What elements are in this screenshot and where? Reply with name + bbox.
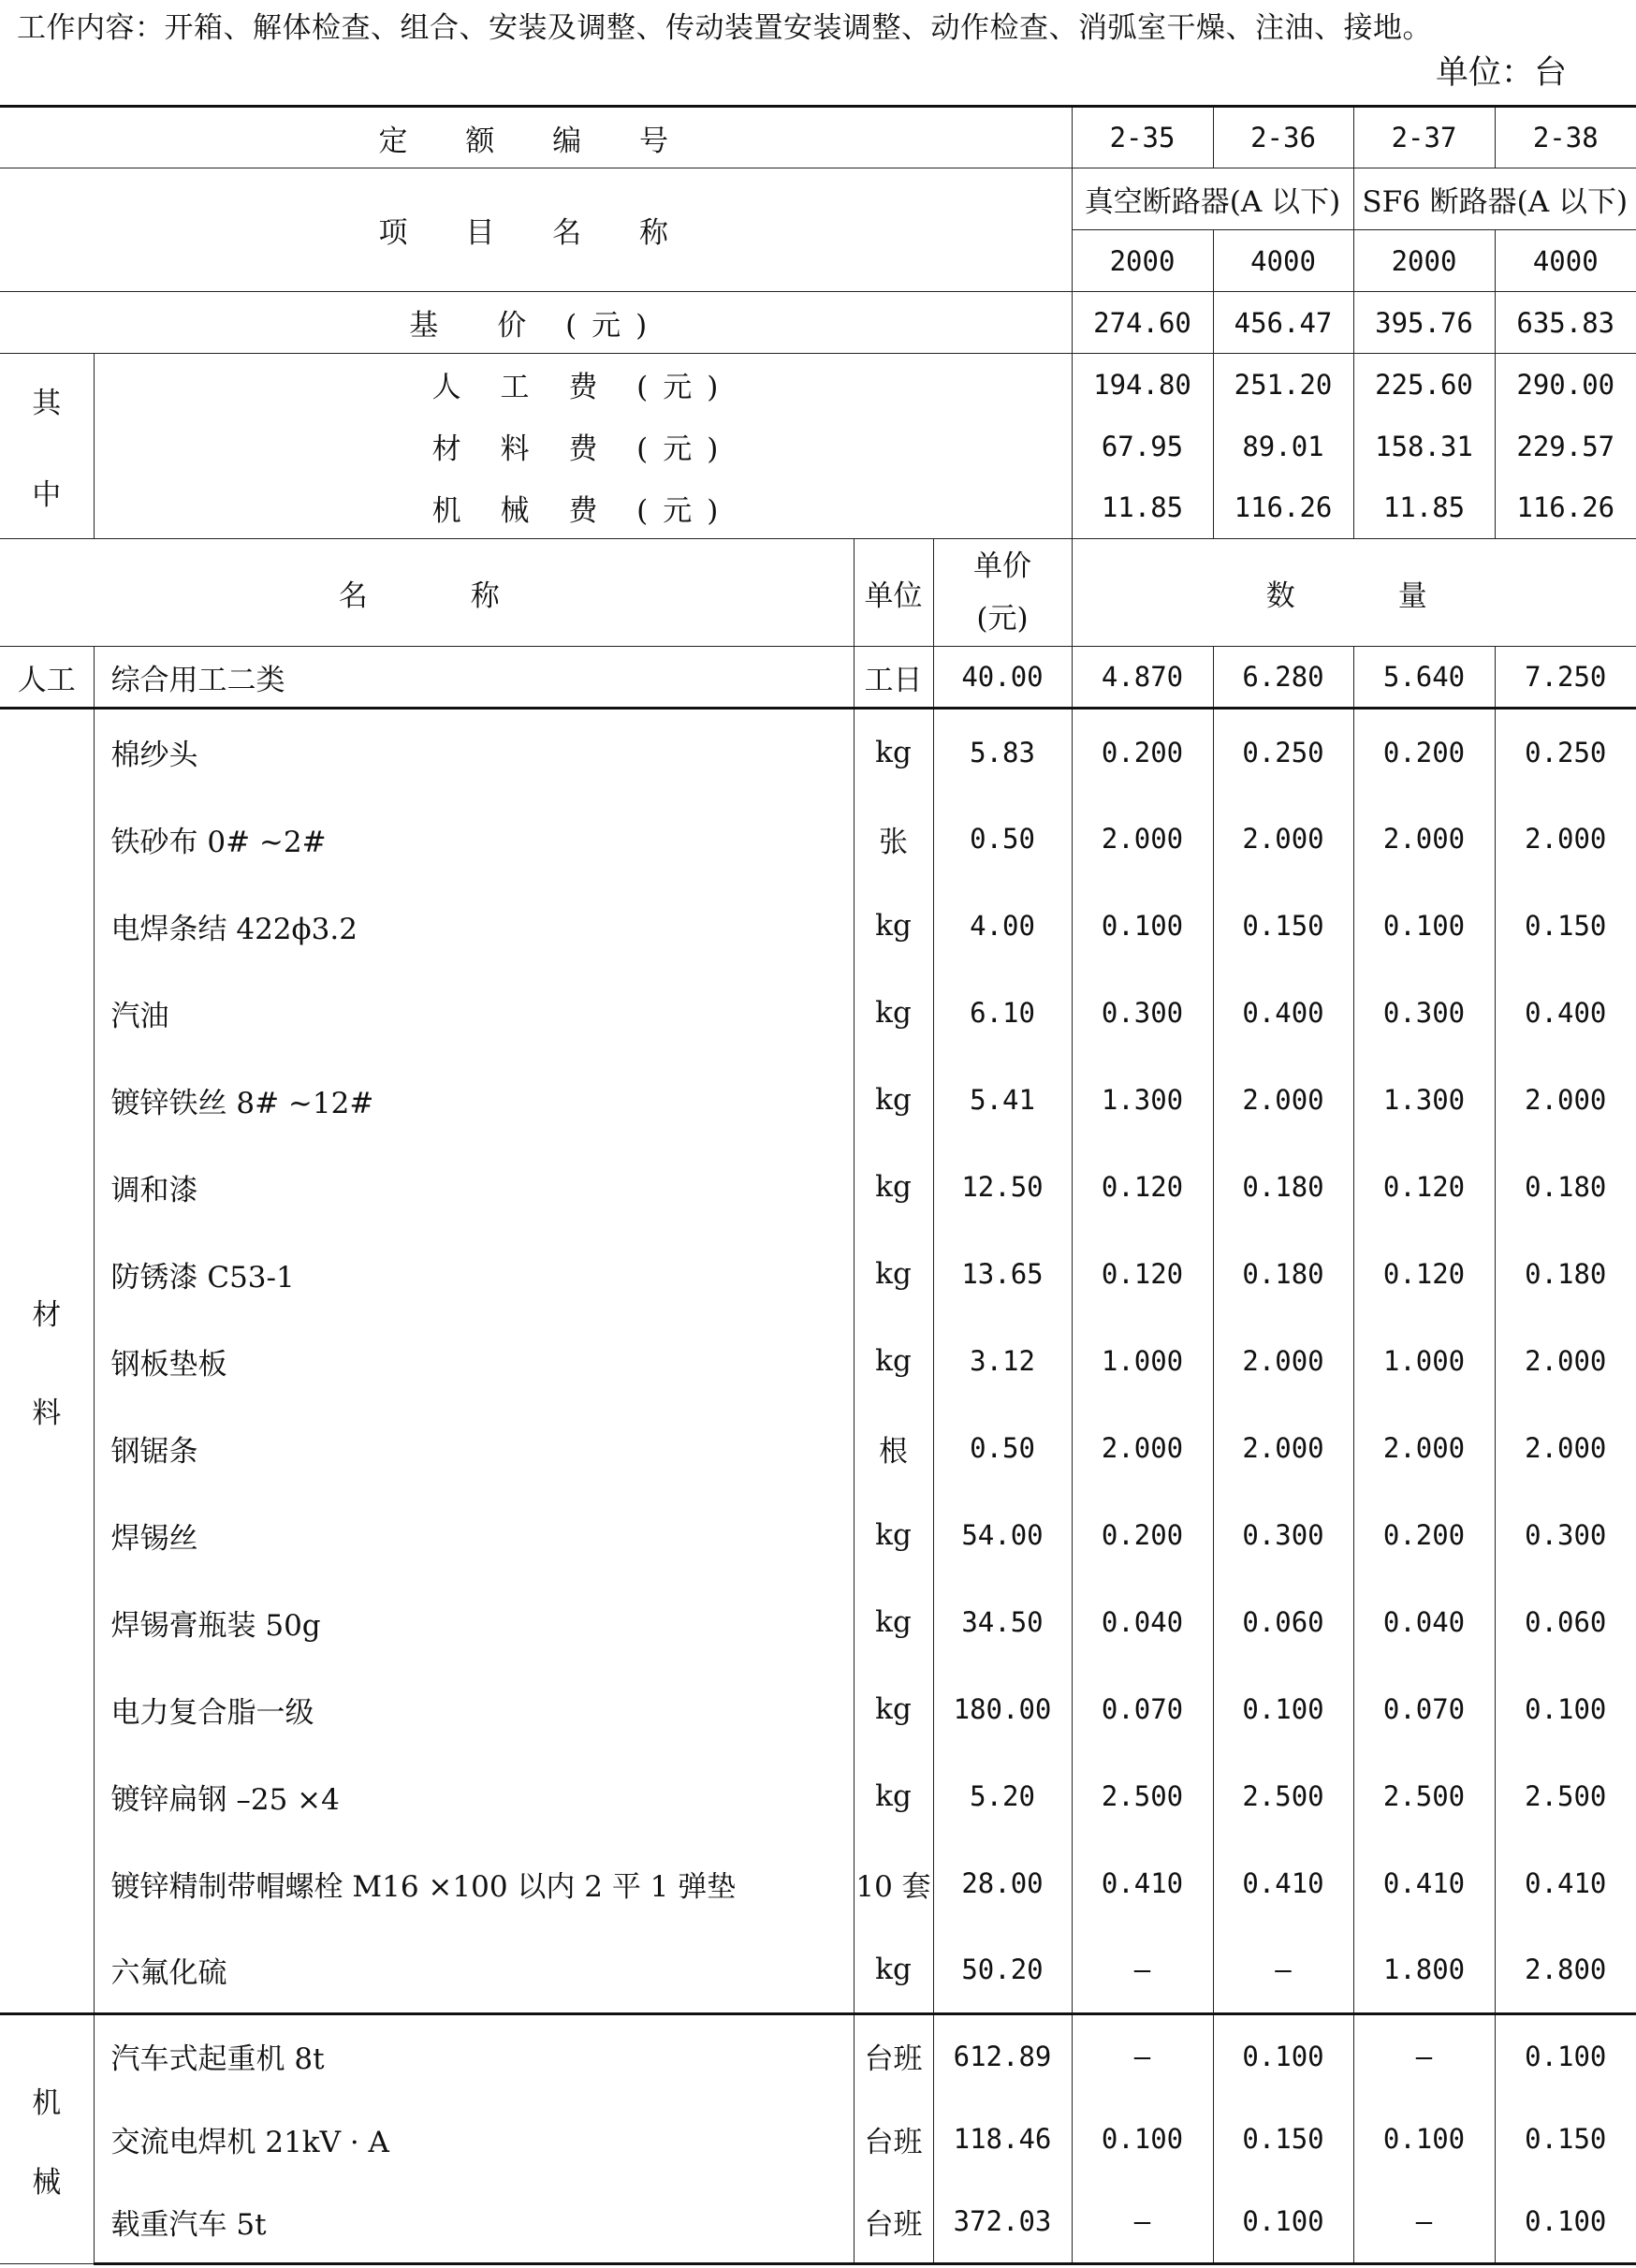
item-price: 5.20: [933, 1753, 1072, 1840]
item-price: 6.10: [933, 970, 1072, 1057]
item-qty: 0.120: [1353, 1144, 1495, 1231]
item-qty: 0.100: [1072, 2098, 1213, 2181]
table-row: [0, 2181, 1636, 2264]
item-unit: 10 套: [854, 1840, 933, 1927]
price-header-line-1: 单价: [973, 549, 1031, 583]
item-qty: 0.400: [1213, 970, 1353, 1057]
table-row: [0, 1492, 1636, 1579]
item-qty: 0.200: [1072, 1492, 1213, 1579]
item-qty: —: [1072, 1927, 1213, 2014]
group-sf6-breaker: SF6 断路器(A 以下): [1353, 168, 1636, 230]
item-qty: 2.000: [1495, 1405, 1636, 1492]
item-qty: 0.100: [1213, 1666, 1353, 1753]
item-qty: 0.150: [1213, 883, 1353, 970]
item-name: 镀锌铁丝 8# ~12#: [94, 1057, 854, 1144]
item-qty: 0.100: [1495, 2181, 1636, 2264]
quota-no: 2-35: [1072, 107, 1213, 168]
item-qty: 0.060: [1213, 1579, 1353, 1666]
item-qty: 0.300: [1495, 1492, 1636, 1579]
name-column-header: 名 称: [0, 539, 854, 647]
table-row: [0, 796, 1636, 883]
price-column-header: [933, 539, 1072, 647]
item-name: 镀锌精制带帽螺栓 M16 ×100 以内 2 平 1 弹垫: [94, 1840, 854, 1927]
table-row: [0, 1318, 1636, 1405]
table-row: [0, 2098, 1636, 2181]
item-qty: 2.000: [1495, 1318, 1636, 1405]
item-name-label: 项 目 名 称: [0, 168, 1072, 292]
item-qty: —: [1072, 2181, 1213, 2264]
unit-label: 单位：台: [1435, 54, 1567, 92]
item-unit: kg: [854, 883, 933, 970]
item-qty: 1.800: [1353, 1927, 1495, 2014]
item-qty: 1.300: [1072, 1057, 1213, 1144]
item-qty: 0.040: [1072, 1579, 1213, 1666]
item-qty: 0.300: [1072, 970, 1213, 1057]
table-row: [0, 970, 1636, 1057]
item-qty: 0.300: [1353, 970, 1495, 1057]
quota-no: 2-36: [1213, 107, 1353, 168]
item-qty: 0.120: [1072, 1231, 1213, 1318]
among-label-1: 其: [32, 387, 62, 420]
price-header-line-2: (元): [976, 602, 1029, 636]
item-name: 六氟化硫: [94, 1927, 854, 2014]
base-price: 395.76: [1353, 292, 1495, 354]
material-category-char: 材: [32, 1298, 62, 1332]
item-unit: kg: [854, 1927, 933, 2014]
table-row: [0, 1144, 1636, 1231]
item-price: 12.50: [933, 1144, 1072, 1231]
labor-item-qty: 7.250: [1495, 647, 1636, 709]
item-qty: 0.410: [1072, 1840, 1213, 1927]
item-price: 180.00: [933, 1666, 1072, 1753]
material-category: [0, 709, 94, 2014]
labor-fee: 194.80: [1072, 354, 1213, 416]
item-qty: 2.500: [1072, 1753, 1213, 1840]
item-name: 防锈漆 C53-1: [94, 1231, 854, 1318]
item-qty: 0.100: [1213, 2181, 1353, 2264]
item-qty: 0.100: [1213, 2014, 1353, 2098]
item-name: 交流电焊机 21kV · A: [94, 2098, 854, 2181]
item-qty: 0.200: [1353, 1492, 1495, 1579]
machine-fee: 116.26: [1495, 477, 1636, 539]
machine-category-char: 机: [32, 2085, 62, 2120]
item-name: 钢板垫板: [94, 1318, 854, 1405]
item-qty: —: [1072, 2014, 1213, 2098]
labor-fee: 251.20: [1213, 354, 1353, 416]
item-qty: 2.000: [1495, 796, 1636, 883]
table-header: [0, 107, 1636, 709]
item-name: 电焊条结 422ϕ3.2: [94, 883, 854, 970]
item-qty: 2.000: [1072, 1405, 1213, 1492]
item-qty: 1.000: [1353, 1318, 1495, 1405]
rating: 4000: [1213, 230, 1353, 292]
item-name: 铁砂布 0# ~2#: [94, 796, 854, 883]
table-row: [0, 1057, 1636, 1144]
item-qty: 0.410: [1213, 1840, 1353, 1927]
item-price: 4.00: [933, 883, 1072, 970]
item-qty: 0.250: [1495, 709, 1636, 796]
item-unit: kg: [854, 1144, 933, 1231]
item-qty: 0.060: [1495, 1579, 1636, 1666]
machine-fee: 116.26: [1213, 477, 1353, 539]
item-qty: 2.000: [1213, 796, 1353, 883]
item-qty: 0.070: [1353, 1666, 1495, 1753]
item-qty: 0.180: [1213, 1144, 1353, 1231]
item-qty: 2.000: [1213, 1057, 1353, 1144]
machine-fee: 11.85: [1353, 477, 1495, 539]
item-qty: 0.250: [1213, 709, 1353, 796]
item-qty: 0.100: [1495, 2014, 1636, 2098]
item-unit: kg: [854, 709, 933, 796]
table-row: [0, 1666, 1636, 1753]
base-price: 456.47: [1213, 292, 1353, 354]
item-qty: 0.150: [1495, 883, 1636, 970]
item-qty: 0.070: [1072, 1666, 1213, 1753]
item-name: 焊锡膏瓶装 50g: [94, 1579, 854, 1666]
item-qty: —: [1353, 2181, 1495, 2264]
labor-item-name: 综合用工二类: [94, 647, 854, 709]
item-name: 载重汽车 5t: [94, 2181, 854, 2264]
item-qty: 0.100: [1353, 2098, 1495, 2181]
item-qty: 2.500: [1353, 1753, 1495, 1840]
item-qty: 0.150: [1495, 2098, 1636, 2181]
rating: 4000: [1495, 230, 1636, 292]
rating: 2000: [1072, 230, 1213, 292]
quota-table: [0, 105, 1636, 2265]
material-fee-label: 材 料 费 (元): [94, 416, 1072, 477]
machine-category: [0, 2014, 94, 2264]
item-qty: 2.000: [1353, 796, 1495, 883]
item-qty: 2.500: [1213, 1753, 1353, 1840]
labor-category: 人工: [0, 647, 94, 709]
item-qty: 2.000: [1495, 1057, 1636, 1144]
item-qty: 2.000: [1213, 1318, 1353, 1405]
item-qty: 2.000: [1353, 1405, 1495, 1492]
material-fee: 67.95: [1072, 416, 1213, 477]
machine-fee-label: 机 械 费 (元): [94, 477, 1072, 539]
item-unit: kg: [854, 1666, 933, 1753]
labor-fee-label: 人 工 费 (元): [94, 354, 1072, 416]
labor-item-qty: 4.870: [1072, 647, 1213, 709]
among-label-2: 中: [32, 478, 62, 512]
item-unit: kg: [854, 1318, 933, 1405]
machine-fee: 11.85: [1072, 477, 1213, 539]
item-qty: 0.180: [1495, 1144, 1636, 1231]
item-qty: 0.120: [1072, 1144, 1213, 1231]
item-unit: kg: [854, 1753, 933, 1840]
item-price: 118.46: [933, 2098, 1072, 2181]
item-qty: 2.000: [1072, 796, 1213, 883]
item-qty: 0.410: [1353, 1840, 1495, 1927]
table-row: [0, 2014, 1636, 2098]
item-unit: kg: [854, 1057, 933, 1144]
table-row: [0, 1927, 1636, 2014]
item-qty: 0.200: [1072, 709, 1213, 796]
item-qty: —: [1213, 1927, 1353, 2014]
item-qty: 2.000: [1213, 1405, 1353, 1492]
item-unit: kg: [854, 1231, 933, 1318]
item-qty: 0.180: [1495, 1231, 1636, 1318]
group-vacuum-breaker: 真空断路器(A 以下): [1072, 168, 1353, 230]
labor-item-unit: 工日: [854, 647, 933, 709]
item-price: 54.00: [933, 1492, 1072, 1579]
among-label: [0, 354, 94, 539]
materials-section: [0, 709, 1636, 2014]
item-unit: 台班: [854, 2181, 933, 2264]
unit-column-header: 单位: [854, 539, 933, 647]
material-fee: 89.01: [1213, 416, 1353, 477]
material-fee: 158.31: [1353, 416, 1495, 477]
item-qty: 0.410: [1495, 1840, 1636, 1927]
labor-fee: 290.00: [1495, 354, 1636, 416]
item-price: 28.00: [933, 1840, 1072, 1927]
item-qty: 2.500: [1495, 1753, 1636, 1840]
item-qty: 2.800: [1495, 1927, 1636, 2014]
item-price: 5.41: [933, 1057, 1072, 1144]
item-qty: 0.040: [1353, 1579, 1495, 1666]
item-unit: kg: [854, 970, 933, 1057]
base-price: 635.83: [1495, 292, 1636, 354]
table-row: [0, 1840, 1636, 1927]
machine-category-char: 械: [32, 2165, 62, 2200]
item-unit: kg: [854, 1579, 933, 1666]
item-name: 焊锡丝: [94, 1492, 854, 1579]
item-price: 50.20: [933, 1927, 1072, 2014]
item-qty: 0.100: [1495, 1666, 1636, 1753]
item-price: 34.50: [933, 1579, 1072, 1666]
table-row: [0, 709, 1636, 796]
work-content: 工作内容：开箱、解体检查、组合、安装及调整、传动装置安装调整、动作检查、消弧室干燥、注油、接地。: [17, 11, 1432, 45]
item-name: 汽车式起重机 8t: [94, 2014, 854, 2098]
item-price: 3.12: [933, 1318, 1072, 1405]
rating: 2000: [1353, 230, 1495, 292]
item-name: 钢锯条: [94, 1405, 854, 1492]
item-price: 612.89: [933, 2014, 1072, 2098]
base-price-label: 基 价 (元): [0, 292, 1072, 354]
labor-fee: 225.60: [1353, 354, 1495, 416]
item-unit: 台班: [854, 2098, 933, 2181]
item-price: 372.03: [933, 2181, 1072, 2264]
item-unit: 台班: [854, 2014, 933, 2098]
quota-no: 2-38: [1495, 107, 1636, 168]
item-qty: —: [1353, 2014, 1495, 2098]
machines-section: [0, 2014, 1636, 2264]
item-name: 镀锌扁钢 –25 ×4: [94, 1753, 854, 1840]
table-row: [0, 1231, 1636, 1318]
item-name: 棉纱头: [94, 709, 854, 796]
item-price: 0.50: [933, 796, 1072, 883]
item-qty: 1.000: [1072, 1318, 1213, 1405]
table-row: [0, 1753, 1636, 1840]
item-name: 电力复合脂一级: [94, 1666, 854, 1753]
item-name: 调和漆: [94, 1144, 854, 1231]
item-price: 0.50: [933, 1405, 1072, 1492]
quota-no: 2-37: [1353, 107, 1495, 168]
item-unit: kg: [854, 1492, 933, 1579]
item-qty: 0.150: [1213, 2098, 1353, 2181]
quantity-column-header: 数 量: [1072, 539, 1636, 647]
labor-item-qty: 6.280: [1213, 647, 1353, 709]
table-row: [0, 1405, 1636, 1492]
item-unit: 根: [854, 1405, 933, 1492]
item-qty: 1.300: [1353, 1057, 1495, 1144]
item-qty: 0.200: [1353, 709, 1495, 796]
item-qty: 0.400: [1495, 970, 1636, 1057]
item-qty: 0.120: [1353, 1231, 1495, 1318]
item-qty: 0.180: [1213, 1231, 1353, 1318]
item-qty: 0.100: [1353, 883, 1495, 970]
item-unit: 张: [854, 796, 933, 883]
quota-no-label: 定 额 编 号: [0, 107, 1072, 168]
table-row: [0, 1579, 1636, 1666]
item-qty: 0.100: [1072, 883, 1213, 970]
table-row: [0, 883, 1636, 970]
base-price: 274.60: [1072, 292, 1213, 354]
item-name: 汽油: [94, 970, 854, 1057]
item-qty: 0.300: [1213, 1492, 1353, 1579]
labor-item-qty: 5.640: [1353, 647, 1495, 709]
material-fee: 229.57: [1495, 416, 1636, 477]
labor-item-price: 40.00: [933, 647, 1072, 709]
item-price: 5.83: [933, 709, 1072, 796]
material-category-char: 料: [32, 1397, 62, 1430]
item-price: 13.65: [933, 1231, 1072, 1318]
